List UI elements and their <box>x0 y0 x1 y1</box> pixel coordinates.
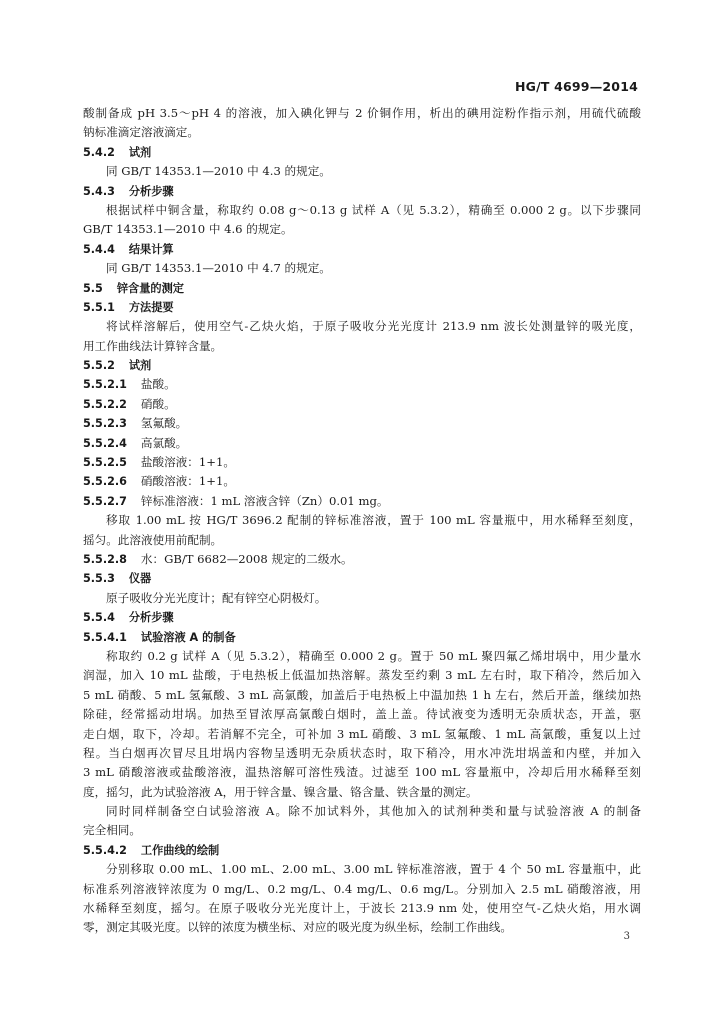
paragraph-line: 称取约 0.2 g 试样 A（见 5.3.2），精确至 0.000 2 g。置于 50 mL 聚四氟乙烯坩埚中，用少量水 <box>106 648 641 663</box>
section-number: 5.5.4.1 <box>83 630 127 644</box>
reagent-item <box>83 395 641 414</box>
item-number: 5.5.2.5 <box>83 456 127 470</box>
paragraph-line: 零，测定其吸光度。以锌的浓度为横坐标、对应的吸光度为纵坐标，绘制工作曲线。 <box>83 920 512 935</box>
item-text: 硝酸。 <box>140 396 176 411</box>
section-heading-5-5-1 <box>83 298 641 317</box>
item-number: 5.5.2.2 <box>83 397 127 411</box>
paragraph-line: 润湿，加入 10 mL 盐酸，于电热板上低温加热溶解。蒸发至约剩 3 mL 左右时，取下稍冷，然后加入 <box>83 668 641 683</box>
reagent-item <box>83 453 641 472</box>
paragraph-line: 3 mL 硝酸溶液或盐酸溶液，温热溶解可溶性残渣。过滤至 100 mL 容量瓶中，冷却后用水稀释至刻 <box>83 765 641 780</box>
reagent-item <box>83 434 641 453</box>
paragraph-line: 将试样溶解后，使用空气-乙炔火焰，于原子吸收分光光度计 213.9 nm 波长处测量锌的吸光度， <box>106 319 641 334</box>
paragraph-line: 移取 1.00 mL 按 HG/T 3696.2 配制的锌标准溶液，置于 100 mL 容量瓶中，用水稀释至刻度， <box>106 513 641 528</box>
section-number: 5.5.1 <box>83 300 115 314</box>
document-body <box>83 104 641 938</box>
section-heading-5-5 <box>83 279 641 298</box>
section-heading-5-5-4 <box>83 608 641 627</box>
item-number: 5.5.2.1 <box>83 378 127 392</box>
paragraph-line: 原子吸收分光光度计；配有锌空心阴极灯。 <box>106 590 327 605</box>
item-text: 氢氟酸。 <box>140 416 188 431</box>
item-text: 硝酸溶液：1+1。 <box>140 474 235 489</box>
item-number: 5.5.2.4 <box>83 436 127 450</box>
reagent-item <box>83 550 641 569</box>
section-number: 5.5.4 <box>83 611 115 625</box>
section-title: 结果计算 <box>128 242 174 256</box>
paragraph-line: 完全相同。 <box>83 823 141 838</box>
paragraph-line: 用工作曲线法计算锌含量。 <box>83 338 223 353</box>
section-heading-5-4-3 <box>83 182 641 201</box>
paragraph-line: GB/T 14353.1—2010 中 4.6 的规定。 <box>83 222 293 237</box>
section-title: 工作曲线的绘制 <box>140 843 220 857</box>
item-text: 水：GB/T 6682—2008 规定的二级水。 <box>140 551 353 566</box>
section-title: 分析步骤 <box>128 611 174 625</box>
paragraph-line: 除硅，经常摇动坩埚。加热至冒浓厚高氯酸白烟时，盖上盖。待试液变为透明无杂质状态，开盖，驱 <box>83 707 641 722</box>
section-title: 方法提要 <box>128 300 174 314</box>
page-number: 3 <box>623 931 630 942</box>
paragraph-line: 酸制备成 pH 3.5～pH 4 的溶液，加入碘化钾与 2 价铜作用，析出的碘用淀粉作指示剂，用硫代硫酸 <box>83 106 641 120</box>
item-number: 5.5.2.8 <box>83 552 127 566</box>
item-number: 5.5.2.6 <box>83 475 127 489</box>
paragraph-line: 分别移取 0.00 mL、1.00 mL、2.00 mL、3.00 mL 锌标准溶液，置于 4 个 50 mL 容量瓶中，此 <box>106 862 641 877</box>
section-heading-5-4-2 <box>83 143 641 162</box>
item-text: 盐酸。 <box>140 377 176 392</box>
paragraph-line: 程。当白烟再次冒尽且坩埚内容物呈透明无杂质状态时，取下稍冷，用水冲洗坩埚盖和内壁，并加入 <box>83 745 641 760</box>
section-heading-5-5-4-2 <box>83 841 641 860</box>
reagent-item <box>83 492 641 511</box>
paragraph-line: 摇匀。此溶液使用前配制。 <box>83 532 223 547</box>
reagent-item <box>83 375 641 394</box>
paragraph-line: 同时同样制备空白试验溶液 A。除不加试料外，其他加入的试剂种类和量与试验溶液 A 的制备 <box>106 804 641 819</box>
section-number: 5.5 <box>83 281 103 295</box>
section-number: 5.5.2 <box>83 359 115 373</box>
section-number: 5.5.4.2 <box>83 843 127 857</box>
section-number: 5.4.3 <box>83 184 115 198</box>
section-heading-5-5-3 <box>83 569 641 588</box>
section-number: 5.5.3 <box>83 572 115 586</box>
section-heading-5-5-4-1 <box>83 628 641 647</box>
section-heading-5-4-4 <box>83 240 641 259</box>
section-title: 锌含量的测定 <box>116 281 184 295</box>
section-title: 试验溶液 A 的制备 <box>140 630 236 644</box>
reagent-item <box>83 472 641 491</box>
item-text: 锌标准溶液：1 mL 溶液含锌（Zn）0.01 mg。 <box>140 493 389 508</box>
item-number: 5.5.2.7 <box>83 494 127 508</box>
paragraph-line: 5 mL 硝酸、5 mL 氢氟酸、3 mL 高氯酸，加盖后于电热板上中温加热 1 h 左右，然后开盖，继续加热 <box>83 687 641 702</box>
item-number: 5.5.2.3 <box>83 417 127 431</box>
paragraph-line: 同 GB/T 14353.1—2010 中 4.7 的规定。 <box>106 261 331 276</box>
standard-code: HG/T 4699—2014 <box>514 79 638 94</box>
paragraph-line: 标准系列溶液锌浓度为 0 mg/L、0.2 mg/L、0.4 mg/L、0.6 mg/L。分别加入 2.5 mL 硝酸溶液，用 <box>83 881 641 896</box>
paragraph-line: 钠标准滴定溶液滴定。 <box>83 125 199 140</box>
item-text: 盐酸溶液：1+1。 <box>140 455 235 470</box>
paragraph-line: 水稀释至刻度，摇匀。在原子吸收分光光度计上，于波长 213.9 nm 处，使用空气-乙炔火焰，用水调 <box>83 901 641 916</box>
section-number: 5.4.4 <box>83 242 115 256</box>
section-number: 5.4.2 <box>83 145 115 159</box>
paragraph-line: 走白烟，取下，冷却。若消解不完全，可补加 3 mL 硝酸、3 mL 氢氟酸、1 mL 高氯酸，重复以上过 <box>83 726 641 741</box>
section-title: 试剂 <box>128 359 152 373</box>
reagent-item <box>83 414 641 433</box>
item-text: 高氯酸。 <box>140 435 188 450</box>
section-heading-5-5-2 <box>83 356 641 375</box>
paragraph-line: 度，摇匀，此为试验溶液 A，用于锌含量、镍含量、铬含量、铁含量的测定。 <box>83 784 478 799</box>
section-title: 分析步骤 <box>128 184 174 198</box>
paragraph-line: 根据试样中铜含量，称取约 0.08 g～0.13 g 试样 A（见 5.3.2），精确至 0.000 2 g。以下步骤同 <box>106 202 641 217</box>
section-title: 试剂 <box>128 145 152 159</box>
paragraph-line: 同 GB/T 14353.1—2010 中 4.3 的规定。 <box>106 164 331 179</box>
section-title: 仪器 <box>128 572 152 586</box>
